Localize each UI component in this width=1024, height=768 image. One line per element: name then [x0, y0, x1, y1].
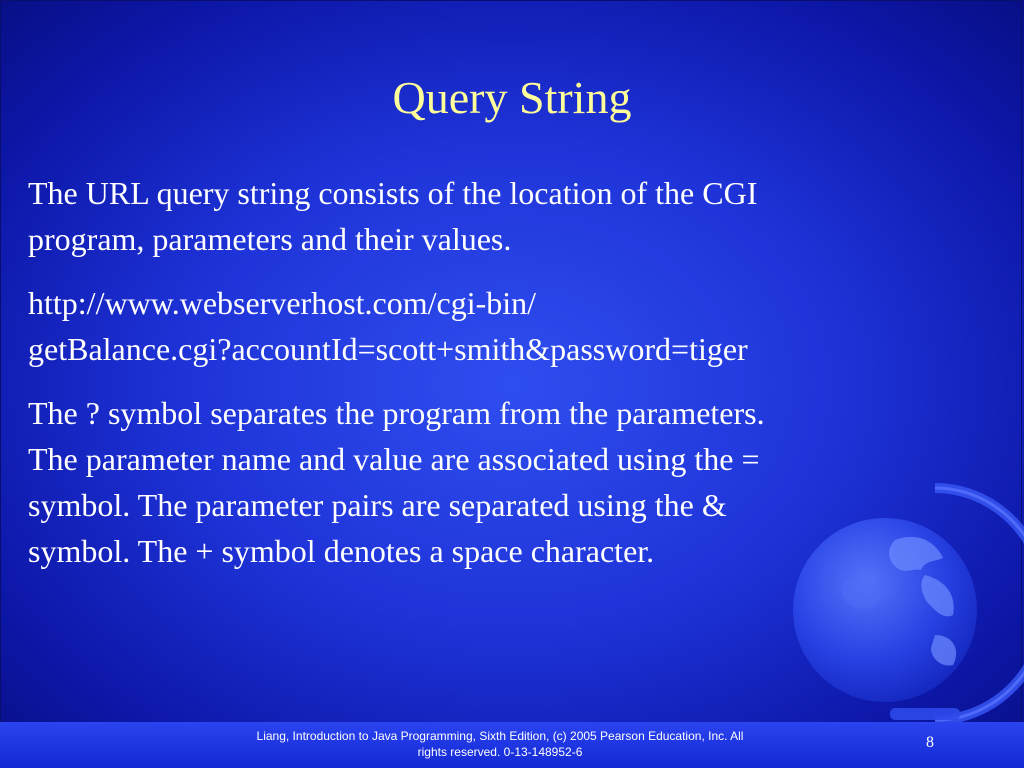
page-number: 8	[926, 734, 934, 751]
text-line: The parameter name and value are associated using the =	[28, 441, 760, 477]
footer-bar	[0, 722, 1024, 768]
paragraph-example-url	[28, 280, 988, 372]
text-line: The URL query string consists of the location of the CGI	[28, 175, 758, 211]
text-line: getBalance.cgi?accountId=scott+smith&password=tiger	[28, 331, 748, 367]
slide-title: Query String	[392, 72, 632, 123]
citation-line: Liang, Introduction to Java Programming, Sixth Edition, (c) 2005 Pearson Education, Inc. All	[256, 729, 744, 743]
text-line: http://www.webserverhost.com/cgi-bin/	[28, 285, 537, 321]
globe-icon	[785, 470, 1024, 730]
text-line: symbol. The parameter pairs are separated using the &	[28, 487, 727, 523]
text-line: The ? symbol separates the program from the parameters.	[28, 395, 765, 431]
text-line: symbol. The + symbol denotes a space character.	[28, 533, 655, 569]
citation-line: rights reserved. 0-13-148952-6	[417, 745, 583, 759]
text-line: program, parameters and their values.	[28, 221, 512, 257]
footer-citation	[200, 728, 800, 760]
paragraph-query-string-definition	[28, 170, 988, 262]
